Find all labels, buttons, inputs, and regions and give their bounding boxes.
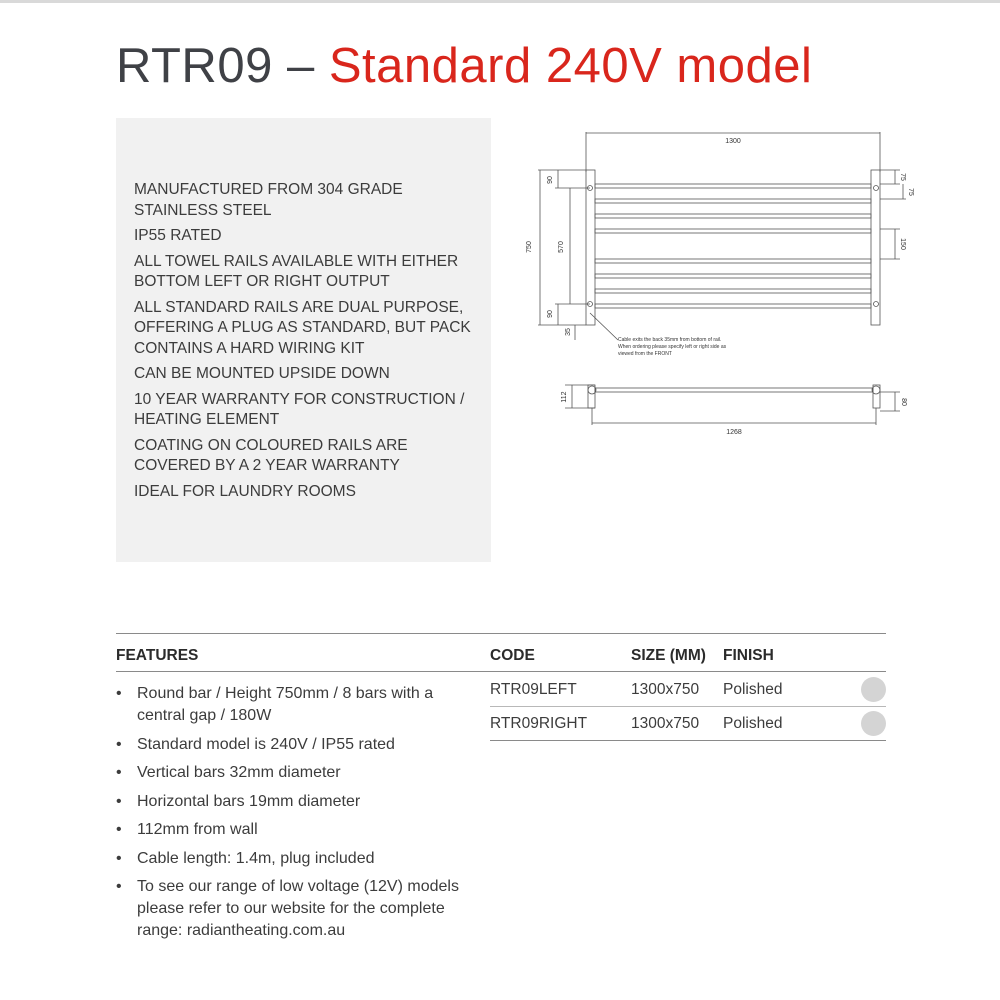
dim-top-gap-label: 90 — [547, 176, 554, 184]
spec-item: MANUFACTURED FROM 304 GRADE STAINLESS STEEL — [134, 181, 403, 219]
top-rule — [0, 0, 1000, 3]
dim-plan-width-label: 1268 — [726, 429, 742, 436]
dim-bottom-offset-label: 35 — [565, 328, 572, 336]
row-size: 1300x750 — [631, 681, 700, 698]
spec-panel — [116, 118, 491, 562]
bullet: • — [116, 685, 122, 702]
spec-item: ALL STANDARD RAILS ARE DUAL PURPOSE, OFFERING A PLUG AS STANDARD, BUT PACK CONTAINS A HARD WIRING KIT — [134, 298, 471, 357]
cable-note-line-3: viewed from the FRONT — [618, 351, 672, 357]
bullet: • — [116, 764, 122, 781]
finish-swatch[interactable] — [861, 711, 886, 736]
dim-depth-label: 112 — [561, 391, 568, 403]
bullet: • — [116, 735, 122, 753]
feature-item: • Vertical bars 32mm diameter — [116, 762, 476, 784]
dim-width-label: 1300 — [725, 138, 741, 145]
bullet: • — [116, 792, 122, 810]
row-finish: Polished — [723, 715, 783, 732]
table-header-rule — [116, 671, 886, 672]
column-header-code: CODE — [490, 647, 535, 664]
dim-height-label: 750 — [526, 241, 533, 253]
spec-item: ALL TOWEL RAILS AVAILABLE WITH EITHER BOTTOM LEFT OR RIGHT OUTPUT — [134, 252, 459, 290]
dim-right-top-a-label: 75 — [899, 173, 906, 181]
row-code: RTR09LEFT — [490, 681, 577, 698]
feature-item: • 112mm from wall — [116, 819, 476, 841]
spec-item: CAN BE MOUNTED UPSIDE DOWN — [134, 365, 390, 382]
feature-item: • Standard model is 240V / IP55 rated — [116, 734, 476, 756]
page-title — [116, 38, 812, 94]
features-list — [116, 683, 476, 949]
spec-item: 10 YEAR WARRANTY FOR CONSTRUCTION / HEATING ELEMENT — [134, 390, 465, 428]
row-divider — [490, 706, 886, 707]
row-finish: Polished — [723, 681, 783, 698]
title-dash: – — [286, 39, 315, 93]
spec-item: IP55 RATED — [134, 227, 222, 244]
dim-bracket-label: 80 — [900, 398, 907, 406]
feature-item: • Cable length: 1.4m, plug included — [116, 848, 476, 870]
column-header-size: SIZE (MM) — [631, 647, 706, 664]
spec-item: IDEAL FOR LAUNDRY ROOMS — [134, 482, 356, 500]
bullet: • — [116, 821, 122, 838]
finish-swatch[interactable] — [861, 677, 886, 702]
table-top-rule — [116, 633, 886, 634]
row-code: RTR09RIGHT — [490, 715, 588, 732]
spec-item: COATING ON COLOURED RAILS ARE COVERED BY A 2 YEAR WARRANTY — [134, 436, 408, 474]
feature-item: • To see our range of low voltage (12V) models please refer to our website for the complete range: radiantheating.com.au — [116, 878, 459, 939]
bullet: • — [116, 878, 122, 895]
dim-bottom-gap-label: 90 — [547, 310, 554, 318]
dim-right-top-b-label: 75 — [907, 188, 914, 196]
features-heading: FEATURES — [116, 647, 199, 664]
feature-item: • Horizontal bars 19mm diameter — [116, 791, 476, 813]
table-bottom-rule — [490, 740, 886, 741]
bullet: • — [116, 849, 122, 867]
cable-note-line-1: Cable exits the back 35mm from bottom of rail. — [618, 337, 722, 343]
cable-note-line-2: When ordering please specify left or right side as — [618, 344, 727, 350]
feature-item: • Round bar / Height 750mm / 8 bars with a central gap / 180W — [116, 685, 434, 724]
technical-drawing — [515, 125, 915, 445]
column-header-finish: FINISH — [723, 647, 774, 664]
product-code: RTR09 — [116, 39, 273, 93]
spec-list — [134, 180, 479, 507]
product-model: Standard 240V model — [328, 39, 813, 93]
dim-right-gap-label: 150 — [899, 238, 906, 250]
dim-inner-label: 570 — [558, 241, 565, 253]
row-size: 1300x750 — [631, 715, 700, 732]
